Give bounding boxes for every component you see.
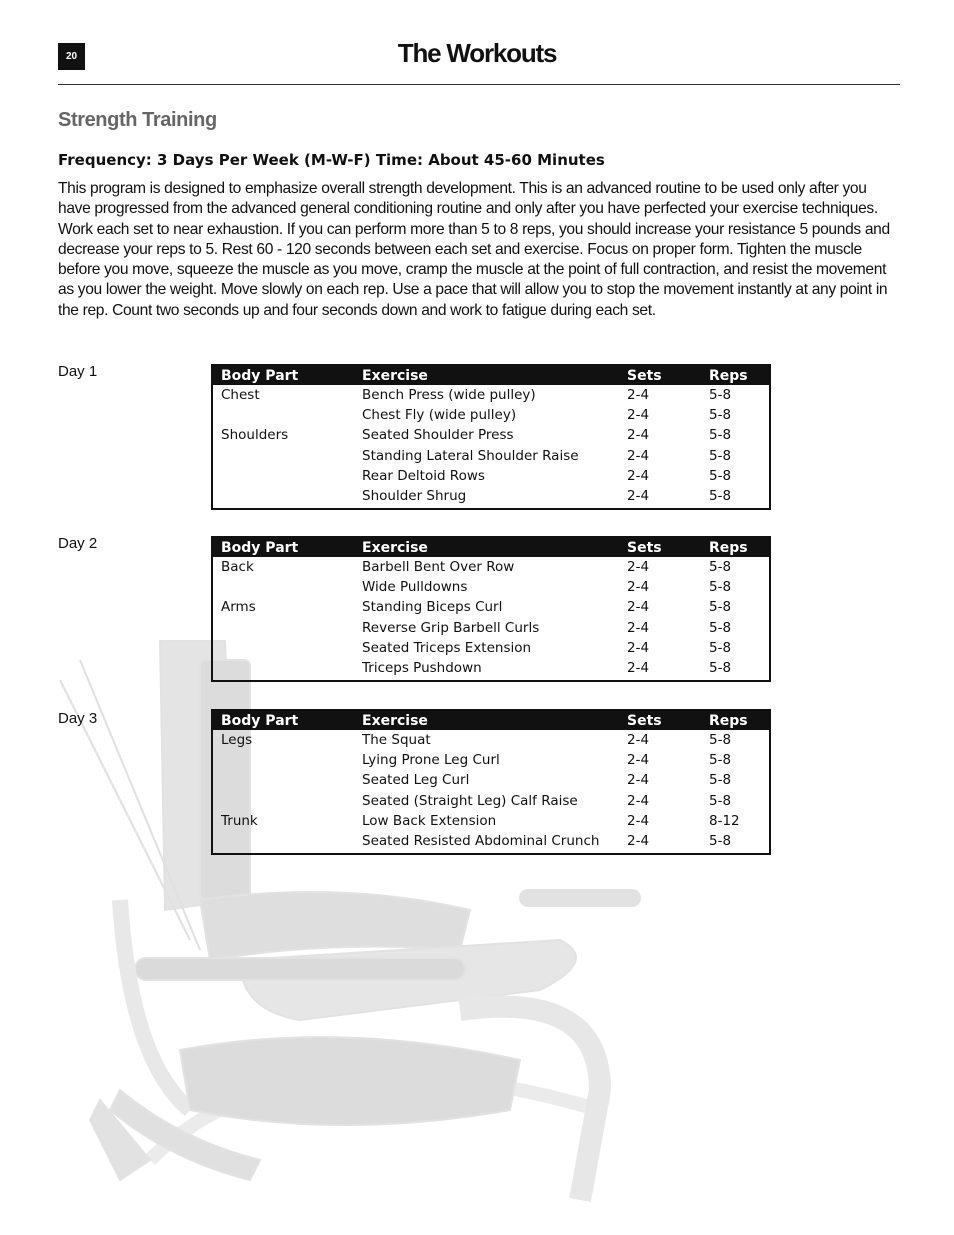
table-row [212, 425, 770, 445]
table-row [212, 466, 770, 486]
header-exercise: Exercise [354, 365, 619, 385]
sets-cell: 2-4 [627, 407, 650, 424]
sets-cell: 2-4 [627, 752, 650, 769]
sets-cell: 2-4 [627, 639, 650, 656]
reps-cell: 5-8 [709, 752, 732, 769]
header-divider [58, 84, 900, 85]
body-part-cell [212, 618, 354, 638]
body-part-cell: Legs [221, 732, 253, 749]
page-title: The Workouts [397, 38, 557, 68]
header-body-part: Body Part [212, 365, 354, 385]
header-reps: Reps [701, 365, 770, 385]
header-body-part: Body Part [212, 710, 354, 730]
header-reps: Reps [701, 537, 770, 557]
header-reps: Reps [701, 710, 770, 730]
page-number: 20 [58, 43, 85, 70]
day-1-label: Day 1 [58, 363, 98, 380]
exercise-cell: Reverse Grip Barbell Curls [362, 619, 540, 636]
table-row [212, 446, 770, 466]
body-part-cell [212, 405, 354, 425]
body-part-cell [212, 791, 354, 811]
body-part-cell [212, 466, 354, 486]
sets-cell: 2-4 [627, 599, 650, 616]
exercise-cell: Standing Biceps Curl [362, 599, 503, 616]
table-header-row [212, 537, 770, 557]
day-1-table [211, 364, 771, 510]
exercise-cell: Triceps Pushdown [362, 660, 482, 677]
table-row [212, 577, 770, 597]
reps-cell: 5-8 [709, 559, 732, 576]
exercise-cell: Seated Shoulder Press [362, 427, 514, 444]
table-header-row [212, 710, 770, 730]
header-body-part: Body Part [212, 537, 354, 557]
body-part-cell: Shoulders [221, 427, 289, 444]
reps-cell: 5-8 [709, 387, 732, 404]
body-part-cell [212, 750, 354, 770]
sets-cell: 2-4 [627, 488, 650, 505]
sets-cell: 2-4 [627, 387, 650, 404]
sets-cell: 2-4 [627, 619, 650, 636]
header-exercise: Exercise [354, 537, 619, 557]
header-sets: Sets [619, 365, 701, 385]
exercise-cell: Bench Press (wide pulley) [362, 387, 536, 404]
header-sets: Sets [619, 537, 701, 557]
reps-cell: 5-8 [709, 427, 732, 444]
sets-cell: 2-4 [627, 772, 650, 789]
reps-cell: 5-8 [709, 660, 732, 677]
reps-cell: 5-8 [709, 772, 732, 789]
exercise-cell: Shoulder Shrug [362, 488, 467, 505]
day-2-label: Day 2 [58, 535, 98, 552]
table-row [212, 597, 770, 617]
sets-cell: 2-4 [627, 812, 650, 829]
day-3-label: Day 3 [58, 710, 98, 727]
reps-cell: 5-8 [709, 488, 732, 505]
reps-cell: 5-8 [709, 639, 732, 656]
table-row [212, 791, 770, 811]
reps-cell: 5-8 [709, 579, 732, 596]
body-part-cell [212, 658, 354, 681]
body-part-cell [212, 486, 354, 509]
table-row [212, 405, 770, 425]
body-part-cell: Arms [221, 599, 256, 616]
exercise-cell: Seated Resisted Abdominal Crunch [362, 833, 600, 850]
reps-cell: 5-8 [709, 833, 732, 850]
table-row [212, 730, 770, 750]
table-row [212, 750, 770, 770]
sets-cell: 2-4 [627, 579, 650, 596]
frequency-line: Frequency: 3 Days Per Week (M-W-F) Time: About 45-60 Minutes [58, 151, 605, 169]
sets-cell: 2-4 [627, 427, 650, 444]
sets-cell: 2-4 [627, 833, 650, 850]
sets-cell: 2-4 [627, 792, 650, 809]
reps-cell: 5-8 [709, 792, 732, 809]
reps-cell: 5-8 [709, 599, 732, 616]
day-2-table [211, 536, 771, 682]
section-title: Strength Training [58, 109, 217, 131]
exercise-cell: Lying Prone Leg Curl [362, 752, 500, 769]
table-row [212, 385, 770, 405]
body-part-cell [212, 446, 354, 466]
header-exercise: Exercise [354, 710, 619, 730]
table-row [212, 618, 770, 638]
exercise-cell: Chest Fly (wide pulley) [362, 407, 517, 424]
exercise-cell: Seated (Straight Leg) Calf Raise [362, 792, 578, 809]
body-part-cell [212, 638, 354, 658]
reps-cell: 8-12 [709, 812, 740, 829]
body-part-cell [212, 770, 354, 790]
exercise-cell: Seated Leg Curl [362, 772, 470, 789]
exercise-cell: Low Back Extension [362, 812, 497, 829]
reps-cell: 5-8 [709, 467, 732, 484]
body-part-cell: Chest [221, 387, 260, 404]
sets-cell: 2-4 [627, 559, 650, 576]
table-row [212, 658, 770, 681]
exercise-cell: Barbell Bent Over Row [362, 559, 515, 576]
reps-cell: 5-8 [709, 619, 732, 636]
exercise-cell: Rear Deltoid Rows [362, 467, 485, 484]
reps-cell: 5-8 [709, 407, 732, 424]
exercise-cell: The Squat [362, 732, 431, 749]
exercise-cell: Seated Triceps Extension [362, 639, 532, 656]
sets-cell: 2-4 [627, 660, 650, 677]
table-row [212, 557, 770, 577]
body-part-cell: Trunk [221, 812, 258, 829]
exercise-cell: Standing Lateral Shoulder Raise [362, 447, 579, 464]
reps-cell: 5-8 [709, 732, 732, 749]
table-row [212, 811, 770, 831]
intro-paragraph: This program is designed to emphasize overall strength development. This is an advanced routine to be used only after you have progressed from the advanced general conditioning routine and only after you have perfected your exercise techniques. Work each set to near exhaustion. If you can perform more than 5 to 8 reps, you should increase your resistance 5 pounds and decrease your reps to 5. Rest 60 - 120 seconds between each set and exercise. Focus on proper form. Tighten the muscle before you move, squeeze the muscle as you move, cramp the muscle at the point of full contraction, and resist the movement as you lower the weight. Move slowly on each rep. Use a pace that will allow you to stop the movement instantly at any point in the rep. Count two seconds up and four seconds down and work to fatigue during each set. [58, 180, 890, 319]
table-row [212, 486, 770, 509]
day-3-table [211, 709, 771, 855]
body-part-cell [212, 831, 354, 854]
reps-cell: 5-8 [709, 447, 732, 464]
sets-cell: 2-4 [627, 732, 650, 749]
table-row [212, 638, 770, 658]
sets-cell: 2-4 [627, 467, 650, 484]
body-part-cell [212, 577, 354, 597]
table-row [212, 831, 770, 854]
sets-cell: 2-4 [627, 447, 650, 464]
table-row [212, 770, 770, 790]
body-part-cell: Back [221, 559, 254, 576]
table-header-row [212, 365, 770, 385]
header-sets: Sets [619, 710, 701, 730]
exercise-cell: Wide Pulldowns [362, 579, 468, 596]
